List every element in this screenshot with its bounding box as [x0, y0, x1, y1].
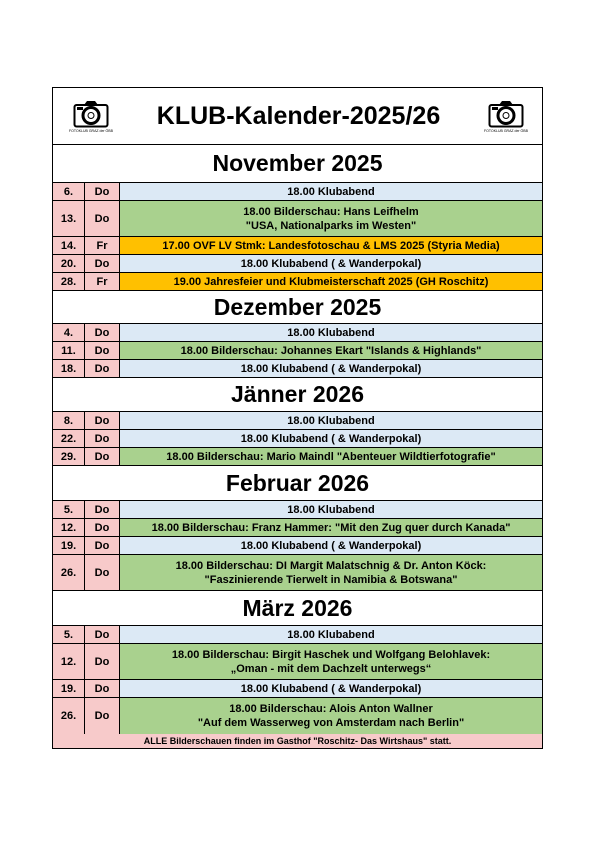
event-weekday: Do [85, 698, 120, 734]
event-description [120, 555, 542, 590]
event-description [120, 255, 542, 272]
event-row [53, 430, 542, 448]
event-row [53, 237, 542, 255]
event-description [120, 237, 542, 254]
event-day: 12. [53, 519, 85, 536]
event-description [120, 537, 542, 554]
camera-icon [73, 100, 109, 128]
event-weekday: Fr [85, 273, 120, 290]
event-line: 18.00 Bilderschau: Hans Leifhelm [243, 205, 419, 218]
event-line: 18.00 Klubabend ( & Wanderpokal) [240, 362, 422, 375]
camera-icon [488, 100, 524, 128]
event-description [120, 360, 542, 377]
month-heading: Februar 2026 [53, 466, 542, 501]
club-calendar [52, 87, 543, 749]
event-line: "Auf dem Wasserweg von Amsterdam nach Berlin" [197, 717, 465, 729]
event-line: 18.00 Klubabend [287, 628, 375, 641]
month-heading: März 2026 [53, 591, 542, 626]
event-weekday: Do [85, 324, 120, 341]
event-row [53, 342, 542, 360]
event-description [120, 430, 542, 447]
event-line: "Faszinierende Tierwelt in Namibia & Botswana" [204, 573, 458, 586]
event-line: 18.00 Klubabend [287, 503, 375, 516]
event-description [120, 183, 542, 200]
event-weekday: Do [85, 501, 120, 518]
event-row [53, 255, 542, 273]
event-row [53, 360, 542, 378]
event-weekday: Do [85, 448, 120, 465]
event-day: 22. [53, 430, 85, 447]
event-description [120, 448, 542, 465]
event-line: 18.00 Bilderschau: Birgit Haschek und Wolfgang Belohlavek: [171, 648, 491, 661]
event-day: 29. [53, 448, 85, 465]
event-line: 18.00 Bilderschau: Alois Anton Wallner [229, 703, 433, 715]
event-line: 18.00 Bilderschau: Johannes Ekart "Islands & Highlands" [180, 344, 482, 357]
month-heading: Jänner 2026 [53, 378, 542, 412]
event-line: 18.00 Klubabend [287, 185, 375, 198]
calendar-header [53, 88, 542, 145]
event-line: 18.00 Klubabend [287, 414, 375, 427]
event-weekday: Do [85, 430, 120, 447]
event-weekday: Do [85, 183, 120, 200]
event-row [53, 555, 542, 591]
event-description [120, 324, 542, 341]
event-day: 13. [53, 201, 85, 236]
event-line: 18.00 Klubabend ( & Wanderpokal) [240, 257, 422, 270]
event-line: 19.00 Jahresfeier und Klubmeisterschaft 2025 (GH Roschitz) [173, 275, 489, 288]
event-day: 20. [53, 255, 85, 272]
event-weekday: Do [85, 537, 120, 554]
event-day: 18. [53, 360, 85, 377]
logo-caption: FOTOKLUB GRAZ der ÖBB [484, 128, 528, 133]
event-row [53, 626, 542, 644]
event-line: 18.00 Klubabend ( & Wanderpokal) [240, 432, 422, 445]
event-day: 8. [53, 412, 85, 429]
event-description [120, 680, 542, 697]
event-line: 18.00 Bilderschau: Franz Hammer: "Mit den Zug quer durch Kanada" [151, 521, 511, 534]
event-description [120, 644, 542, 679]
event-row [53, 183, 542, 201]
event-row [53, 537, 542, 555]
event-description [120, 412, 542, 429]
event-day: 19. [53, 680, 85, 697]
event-description [120, 201, 542, 236]
event-weekday: Do [85, 360, 120, 377]
event-day: 6. [53, 183, 85, 200]
event-row [53, 324, 542, 342]
event-description [120, 342, 542, 359]
calendar-title: KLUB-Kalender-2025/26 [156, 101, 441, 130]
event-day: 12. [53, 644, 85, 679]
event-weekday: Do [85, 644, 120, 679]
event-day: 28. [53, 273, 85, 290]
event-description [120, 273, 542, 290]
event-row [53, 680, 542, 698]
event-weekday: Do [85, 680, 120, 697]
event-day: 5. [53, 501, 85, 518]
event-line: 18.00 Bilderschau: DI Margit Malatschnig & Dr. Anton Köck: [175, 559, 487, 572]
event-row [53, 698, 542, 734]
months-container [53, 145, 542, 734]
event-weekday: Do [85, 201, 120, 236]
footer-note: ALLE Bilderschauen finden im Gasthof "Roschitz- Das Wirtshaus" statt. [53, 734, 542, 748]
event-description [120, 626, 542, 643]
event-row [53, 448, 542, 466]
event-day: 26. [53, 555, 85, 590]
event-line: „Oman - mit dem Dachzelt unterwegs“ [230, 662, 432, 675]
logo-caption: FOTOKLUB GRAZ der ÖBB [69, 128, 113, 133]
event-line: 17.00 OVF LV Stmk: Landesfotoschau & LMS 2025 (Styria Media) [162, 239, 500, 252]
event-weekday: Do [85, 626, 120, 643]
event-day: 5. [53, 626, 85, 643]
event-line: 18.00 Bilderschau: Mario Maindl "Abenteuer Wildtierfotografie" [166, 450, 496, 463]
event-row [53, 519, 542, 537]
event-row [53, 644, 542, 680]
event-line: 18.00 Klubabend [287, 326, 375, 339]
event-line: 18.00 Klubabend ( & Wanderpokal) [240, 682, 422, 695]
event-day: 19. [53, 537, 85, 554]
event-weekday: Fr [85, 237, 120, 254]
event-weekday: Do [85, 519, 120, 536]
month-heading: Dezember 2025 [53, 291, 542, 324]
event-day: 14. [53, 237, 85, 254]
event-row [53, 412, 542, 430]
event-day: 4. [53, 324, 85, 341]
month-heading: November 2025 [53, 145, 542, 183]
event-line: 18.00 Klubabend ( & Wanderpokal) [240, 539, 422, 552]
event-weekday: Do [85, 255, 120, 272]
event-description [120, 501, 542, 518]
event-row [53, 201, 542, 237]
event-weekday: Do [85, 412, 120, 429]
event-row [53, 501, 542, 519]
event-line: "USA, Nationalparks im Westen" [245, 219, 417, 232]
event-description [120, 698, 542, 734]
event-row [53, 273, 542, 291]
club-logo-left [67, 94, 115, 138]
club-logo-right [482, 94, 530, 138]
event-description [120, 519, 542, 536]
event-weekday: Do [85, 342, 120, 359]
event-day: 26. [53, 698, 85, 734]
event-weekday: Do [85, 555, 120, 590]
event-day: 11. [53, 342, 85, 359]
